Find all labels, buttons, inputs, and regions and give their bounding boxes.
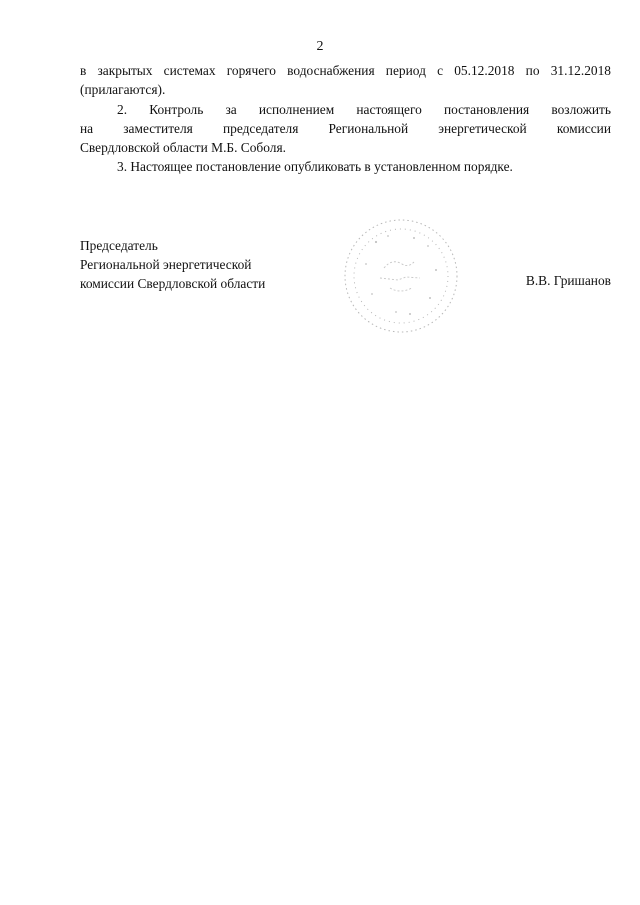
paragraph-item-3: 3. Настоящее постановление опубликовать в установленном порядке. [117,159,513,175]
paragraph-line: 2. Контроль за исполнением настоящего постановления возложить [117,101,611,117]
paragraph-item-2 [80,100,611,158]
document-body [80,61,611,177]
signer-title-line: Региональной энергетической [80,257,252,272]
page-number: 2 [316,39,324,54]
paragraph-line: на заместителя председателя Региональной энергетической комиссии [80,120,611,136]
paragraph-continuation [80,61,611,100]
paragraph-line: в закрытых системах горячего водоснабжения период с 05.12.2018 по 31.12.2018 [80,63,611,78]
signer-title-line: Председатель [80,238,158,253]
signer-name: В.В. Гришанов [525,273,611,288]
paragraph-line: (прилагаются). [80,82,166,98]
paragraph-line: Свердловской области М.Б. Соболя. [80,140,286,156]
official-seal-stamp [336,212,466,340]
signer-title-line: комиссии Свердловской области [80,276,266,291]
